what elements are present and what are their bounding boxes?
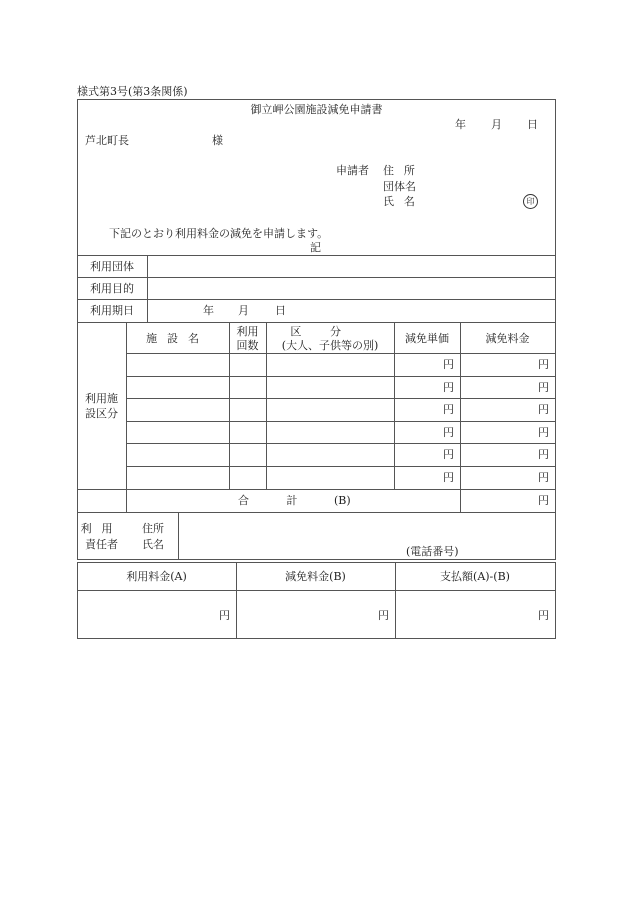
rule [126,466,556,467]
rule [77,638,556,639]
rule [77,590,556,591]
rule [555,562,556,639]
applicant-group-label: 団体名 [383,180,416,193]
fee-yen-2: 円 [538,381,549,394]
header-count-line2: 回数 [236,339,259,352]
total-yen: 円 [538,494,549,507]
responsible-address-label: 住所 [142,522,164,535]
total-label: 合計 [238,494,335,507]
frame-top [77,99,556,100]
row-label-purpose: 利用目的 [90,282,134,295]
date-day: 日 [527,118,538,131]
seal-icon: 印 [523,194,538,209]
summary-header-usage-fee: 利用料金(A) [126,570,187,583]
fee-yen-3: 円 [538,403,549,416]
rule [126,443,556,444]
rule [77,299,556,300]
rule [77,559,556,560]
frame-right [555,99,556,559]
unit-price-yen-2: 円 [443,381,454,394]
rule [126,322,127,512]
responsible-name-label: 氏名 [142,538,164,551]
phone-label: (電話番号) [406,545,459,558]
rule [126,353,556,354]
row-label-period: 利用期日 [90,304,134,317]
rule [178,512,179,559]
header-category-line1: 区分 [290,325,370,338]
applicant-address-label: 住所 [383,164,425,177]
period-month: 月 [238,304,249,317]
header-facility-name: 施設名 [146,332,209,345]
unit-price-yen-6: 円 [443,471,454,484]
header-category-line2: (大人、子供等の別) [281,339,379,352]
total-code: (B) [334,494,351,507]
rule [126,421,556,422]
rule [147,255,148,322]
unit-price-yen-1: 円 [443,358,454,371]
fee-yen-4: 円 [538,426,549,439]
rule [77,489,556,490]
row-label-group: 利用団体 [90,260,134,273]
header-unit-price: 減免単価 [405,332,449,345]
rule [77,277,556,278]
addressee-name: 芦北町長 [85,134,129,147]
fee-yen-6: 円 [538,471,549,484]
addressee-honorific: 様 [212,134,223,147]
summary-header-payment: 支払額(A)-(B) [440,570,510,583]
rule [77,322,556,323]
rule [126,398,556,399]
rule [77,512,556,513]
header-count-line1: 利用 [236,325,259,338]
statement: 下記のとおり利用料金の減免を申請します。 [109,227,329,240]
fee-yen-5: 円 [538,448,549,461]
date-year: 年 [455,118,466,131]
summary-yen-2: 円 [378,609,389,622]
ki-mark: 記 [310,241,321,254]
header-fee: 減免料金 [485,332,530,345]
fee-yen-1: 円 [538,358,549,371]
summary-yen-3: 円 [538,609,549,622]
rule [77,562,556,563]
form-number: 様式第3号(第3条関係) [77,85,188,98]
rule [126,376,556,377]
responsible-label-line2: 責任者 [85,538,118,551]
unit-price-yen-5: 円 [443,448,454,461]
unit-price-yen-3: 円 [443,403,454,416]
summary-header-reduction: 減免料金(B) [285,570,346,583]
unit-price-yen-4: 円 [443,426,454,439]
applicant-name-label: 氏名 [383,195,425,208]
period-day: 日 [275,304,286,317]
facility-label-line1: 利用施 [85,392,118,405]
facility-label-line2: 設区分 [85,407,118,420]
rule [77,255,556,256]
applicant-label: 申請者 [336,164,369,177]
summary-yen-1: 円 [219,609,230,622]
form-title: 御立岬公園施設減免申請書 [250,103,383,116]
period-year: 年 [203,304,214,317]
date-month: 月 [491,118,502,131]
frame-left [77,99,78,559]
responsible-label-line1: 利用 [80,522,123,535]
